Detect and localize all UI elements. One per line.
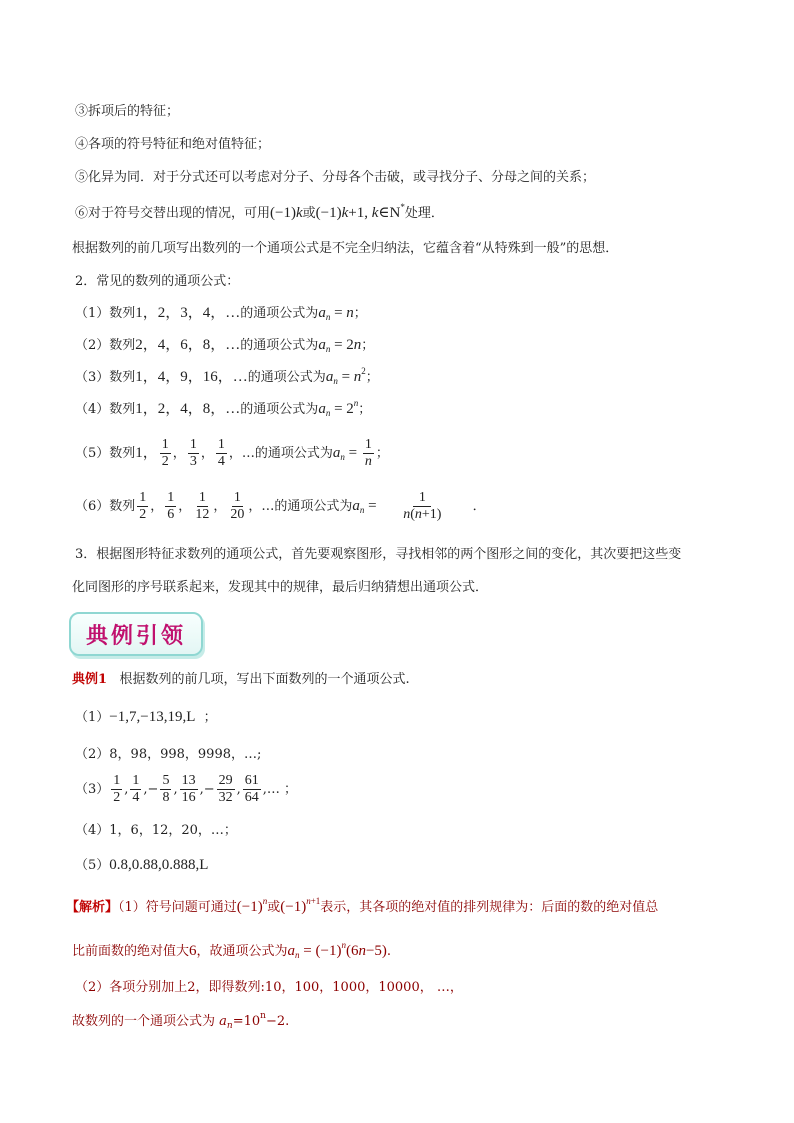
item-label: （6）数列 <box>75 499 136 514</box>
example-part-1: （1）−1,7,−13,19,L ； <box>75 709 217 725</box>
part-end: ； <box>284 782 298 797</box>
item-end: ； <box>358 402 372 417</box>
point-6-prefix: ⑥对于符号交替出现的情况，可用 <box>75 206 271 221</box>
item-label: （1）数列 <box>75 306 136 321</box>
solution-label: 【解析】 <box>66 900 119 915</box>
formula-item-4: （4）数列1，2，4，8，…的通项公式为$a_n = 2^n$； <box>75 398 372 418</box>
section-3-line-2: 化同图形的序号联系起来，发现其中的规律，最后归纳猜想出通项公式． <box>72 580 489 595</box>
example-question: 根据数列的前几项，写出下面数列的一个通项公式. <box>119 672 410 687</box>
summary-text: 根据数列的前几项写出数列的一个通项公式是不完全归纳法，它蕴含着“从特殊到一般”的思想． <box>72 241 619 256</box>
example-label: 典例1 <box>72 672 108 687</box>
item-mid: 的通项公式为 <box>240 402 319 417</box>
item-label: （3）数列 <box>75 370 136 385</box>
example-part-5 <box>75 856 208 875</box>
formula-item-5: （5）数列1， $\frac{1}{2}$ ， $\frac{1}{3}$ ， $\frac{1}{4}$ ，…的通项公式为$a_n$ = $\frac{1}{n}$ ； <box>75 437 389 469</box>
part-label: （2） <box>75 747 110 762</box>
item-mid: 的通项公式为 <box>274 499 353 514</box>
part-label: （4） <box>75 823 110 838</box>
point-5: ⑤化异为同．对于分式还可以考虑对分子、分母各个击破，或寻找分子、分母之间的关系； <box>75 170 596 185</box>
formula-item-2: （2）数列2，4，6，8，…的通项公式为$a_n = 2n$； <box>75 337 375 354</box>
solution-line-3: （2）各项分别加上2，即得数列:10，100，1000，10000， …， <box>75 980 463 995</box>
item-end: ； <box>375 446 389 461</box>
point-6-suffix: 处理． <box>404 206 444 221</box>
item-mid: 的通项公式为 <box>240 338 319 353</box>
item-end: ； <box>361 338 375 353</box>
point-6-expr2: (−1)k+1, k∈N* <box>315 202 405 221</box>
example-heading: 典例引领 <box>85 622 186 649</box>
point-6 <box>75 204 444 223</box>
section-2-title: 2．常见的数列的通项公式： <box>75 274 240 289</box>
example-heading-box <box>69 612 203 656</box>
point-3: ③拆项后的特征； <box>75 104 180 119</box>
item-end: ； <box>353 306 367 321</box>
part-text: 1，6，12，20，…； <box>109 823 237 838</box>
part-label: （5） <box>75 858 110 873</box>
point-4: ④各项的符号特征和绝对值特征； <box>75 137 271 152</box>
part-end: ； <box>203 710 217 725</box>
formula-item-6: （6）数列 $\frac{1}{2}$ ， $\frac{1}{6}$ ， $\frac{1}{12}$ ， $\frac{1}{20}$ ，…的通项公式为$a_n$ = $\frac{1}{n(n+1)}$ ． <box>75 490 486 522</box>
item-mid: 的通项公式为 <box>240 306 319 321</box>
item-label: （4）数列 <box>75 402 136 417</box>
solution-line-2: 比前面数的绝对值大6，故通项公式为$a_n = (-1)^n(6n-5)$. <box>72 940 392 960</box>
example-part-3: （3） $\frac{1}{2}$ , $\frac{1}{4}$ ,− $\frac{5}{8}$ , $\frac{13}{16}$ ,− $\frac{29}{32}$ , $\frac{61}{64}$ ,… ； <box>75 773 298 805</box>
example-part-2 <box>75 746 261 764</box>
part-text: 8，98，998，9998，…; <box>109 747 262 762</box>
part-label: （3） <box>75 782 110 797</box>
item-end: ． <box>472 499 486 514</box>
point-6-or: 或 <box>302 206 316 221</box>
part-label: （1） <box>75 710 110 725</box>
item-end: ； <box>365 370 379 385</box>
item-mid: 的通项公式为 <box>254 446 333 461</box>
section-3-line-1: 3．根据图形特征求数列的通项公式，首先要观察图形，寻找相邻的两个图形之间的变化，其次要把这些变 <box>75 547 682 562</box>
item-mid: 的通项公式为 <box>247 370 326 385</box>
item-seq: 1，2，3，4，… <box>135 305 241 321</box>
example-part-4 <box>75 822 237 840</box>
formula-item-3: （3）数列1，4，9，16，…的通项公式为$a_n = n^2$； <box>75 366 379 386</box>
part-text: 0.8,0.88,0.888,L <box>109 857 209 873</box>
formula-item-1: （1）数列1，2，3，4，…的通项公式为$a_n = n$； <box>75 305 367 322</box>
solution-line-1: 【解析】（1）符号问题可通过$(-1)^n$或$(-1)^{n+1}$表示，其各项的绝对值的排列规律为：后面的数的绝对值总 <box>66 896 659 915</box>
point-6-expr1: (−1)k <box>270 205 303 221</box>
example-1 <box>72 671 410 689</box>
item-label: （5）数列 <box>75 446 136 461</box>
solution-line-4: 故数列的一个通项公式为 $a_n=10^n-2$. <box>72 1011 290 1031</box>
item-label: （2）数列 <box>75 338 136 353</box>
